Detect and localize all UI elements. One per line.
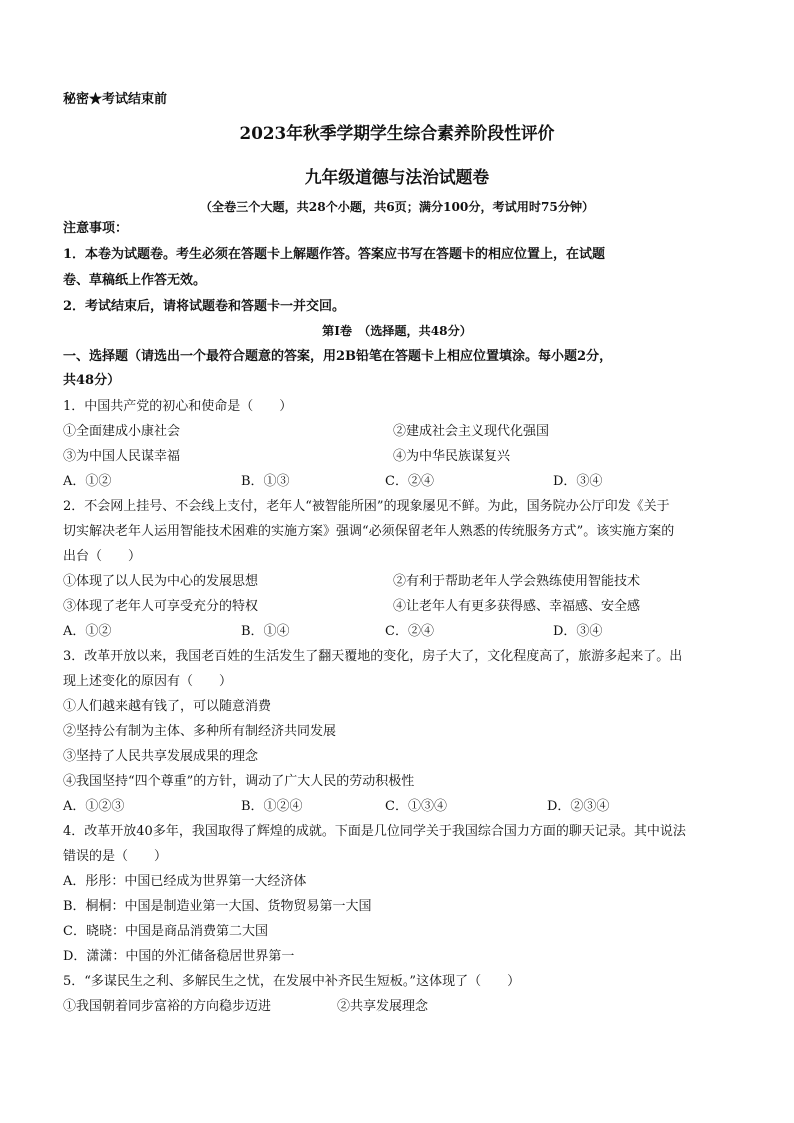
q1-statement-2: ②建成社会主义现代化强国 [393, 424, 550, 439]
q1-option-b[interactable]: B．①③ [241, 474, 290, 489]
q3-statement-3: ③坚持了人民共享发展成果的理念 [63, 749, 259, 764]
q2-statement-2: ②有利于帮助老年人学会熟练使用智能技术 [393, 574, 641, 589]
q2-option-c[interactable]: C．②④ [385, 624, 434, 639]
q1-statement-1: ①全面建成小康社会 [63, 424, 181, 439]
section-1-instructions-line-2: 共48分） [63, 373, 121, 388]
q4-stem-line-1: 4．改革开放40多年，我国取得了辉煌的成就。下面是几位同学关于我国综合国力方面的聊天记录。其中说法 [63, 824, 686, 839]
q5-statement-2: ②共享发展理念 [337, 999, 429, 1014]
exam-info: （全卷三个大题，共28个小题，共6页；满分100分，考试用时75分钟） [199, 200, 595, 214]
q2-stem-line-1: 2．不会网上挂号、不会线上支付，老年人“被智能所困”的现象屡见不鲜。为此，国务院办公厅印发《关于 [63, 499, 670, 514]
q5-statement-1: ①我国朝着同步富裕的方向稳步迈进 [63, 999, 272, 1014]
q2-stem-line-2: 切实解决老年人运用智能技术困难的实施方案》强调“必须保留老年人熟悉的传统服务方式”。该实施方案的 [63, 524, 675, 539]
q3-option-c[interactable]: C．①③④ [385, 799, 447, 814]
q3-option-d[interactable]: D．②③④ [547, 799, 610, 814]
q2-option-a[interactable]: A．①② [63, 624, 112, 639]
q4-option-d[interactable]: D．潇潇：中国的外汇储备稳居世界第一 [63, 949, 295, 964]
q4-stem-line-2: 错误的是（ ） [63, 849, 168, 864]
q2-statement-4: ④让老年人有更多获得感、幸福感、安全感 [393, 599, 641, 614]
q3-stem-line-2: 现上述变化的原因有（ ） [63, 674, 233, 689]
confidential-mark: 秘密★考试结束前 [63, 92, 168, 107]
q2-option-d[interactable]: D．③④ [553, 624, 603, 639]
exam-subtitle: 九年级道德与法治试题卷 [304, 167, 490, 187]
q3-statement-2: ②坚持公有制为主体、多种所有制经济共同发展 [63, 724, 337, 739]
exam-title: 2023年秋季学期学生综合素养阶段性评价 [239, 123, 555, 143]
q4-option-b[interactable]: B．桐桐：中国是制造业第一大国、货物贸易第一大国 [63, 899, 372, 914]
section-1-instructions-line-1: 一、选择题（请选出一个最符合题意的答案，用2B铅笔在答题卡上相应位置填涂。每小题2分， [63, 349, 613, 364]
notes-heading: 注意事项： [63, 221, 129, 236]
q3-option-a[interactable]: A．①②③ [63, 799, 125, 814]
q1-option-c[interactable]: C．②④ [385, 474, 434, 489]
q4-option-c[interactable]: C．晓晓：中国是商品消费第二大国 [63, 924, 268, 939]
q5-stem: 5．“多谋民生之利、多解民生之忧，在发展中补齐民生短板。”这体现了（ ） [63, 974, 521, 989]
q4-option-a[interactable]: A．彤彤：中国已经成为世界第一大经济体 [63, 874, 307, 889]
q1-option-a[interactable]: A．①② [63, 474, 112, 489]
q3-statement-4: ④我国坚持“四个尊重”的方针，调动了广大人民的劳动积极性 [63, 774, 415, 789]
section-1-title: 第Ⅰ卷 （选择题，共48分） [322, 324, 472, 338]
q3-stem-line-1: 3．改革开放以来，我国老百姓的生活发生了翻天覆地的变化，房子大了，文化程度高了，旅游多起来了。出 [63, 649, 683, 664]
q2-option-b[interactable]: B．①④ [241, 624, 290, 639]
q2-stem-line-3: 出台（ ） [63, 549, 142, 564]
q2-statement-3: ③体现了老年人可享受充分的特权 [63, 599, 259, 614]
note-1-line-1: 1．本卷为试题卷。考生必须在答题卡上解题作答。答案应书写在答题卡的相应位置上，在试题 [63, 247, 606, 262]
note-2: 2．考试结束后，请将试题卷和答题卡一并交回。 [63, 299, 346, 314]
q1-statement-4: ④为中华民族谋复兴 [393, 449, 511, 464]
q1-stem: 1．中国共产党的初心和使命是（ ） [63, 399, 293, 414]
q1-option-d[interactable]: D．③④ [553, 474, 603, 489]
note-1-line-2: 卷、草稿纸上作答无效。 [63, 273, 207, 288]
q1-statement-3: ③为中国人民谋幸福 [63, 449, 181, 464]
q3-statement-1: ①人们越来越有钱了，可以随意消费 [63, 699, 272, 714]
q3-option-b[interactable]: B．①②④ [241, 799, 303, 814]
q2-statement-1: ①体现了以人民为中心的发展思想 [63, 574, 259, 589]
